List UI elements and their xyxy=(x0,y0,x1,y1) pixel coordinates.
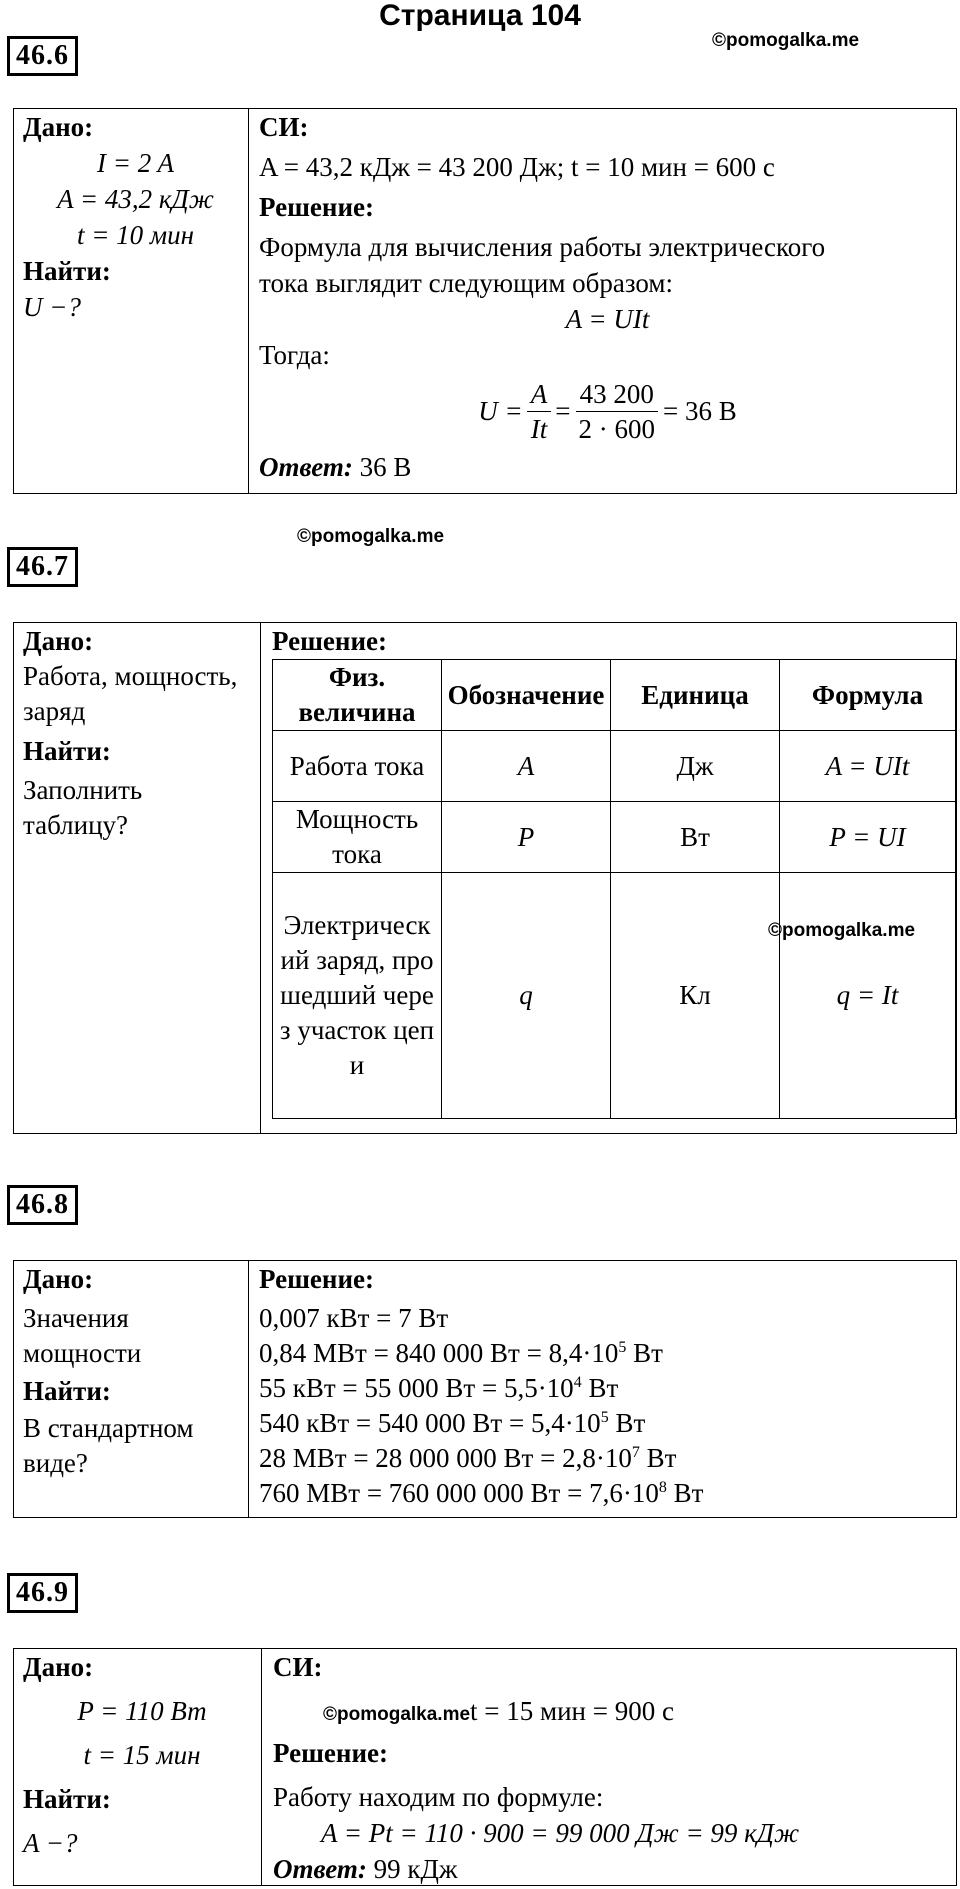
task-46-7 xyxy=(13,622,957,1134)
table-cell: P = UI xyxy=(780,802,956,873)
unit: Вт xyxy=(608,1408,646,1438)
answer-value: 99 кДж xyxy=(373,1854,458,1884)
exponent: 5 xyxy=(618,1339,627,1356)
unit: Вт xyxy=(639,1443,677,1473)
given-label: Дано: xyxy=(23,1652,94,1682)
solution-column xyxy=(262,1649,956,1885)
solution-text: Формула для вычисления работы электрического xyxy=(259,232,826,262)
fraction-numerator: A xyxy=(527,377,552,412)
given-column xyxy=(14,1261,249,1517)
solution-label: Решение: xyxy=(259,192,374,222)
task-number-46-6: 46.6 xyxy=(7,36,78,76)
si-label: СИ: xyxy=(259,112,309,142)
table-cell: Работа тока xyxy=(273,731,442,802)
si-conversion xyxy=(273,1693,956,1733)
table-cell xyxy=(768,873,956,1119)
table-cell: Вт xyxy=(611,802,780,873)
solution-label: Решение: xyxy=(259,1264,374,1294)
table-cell: A xyxy=(442,731,611,802)
answer-label: Ответ: xyxy=(273,1854,367,1884)
fraction-numeric xyxy=(574,377,659,446)
then-label: Тогда: xyxy=(259,340,330,370)
find-item: Заполнить таблицу? xyxy=(23,775,143,840)
table-cell: Электрический заряд, прошедший через участок цепи xyxy=(273,873,442,1119)
conversion-line xyxy=(259,1301,956,1336)
table-header: Единица xyxy=(611,660,780,731)
table-cell-text: q = It xyxy=(836,980,899,1010)
eq-mid: = xyxy=(555,396,571,426)
table-row xyxy=(273,802,956,873)
task-number-46-7: 46.7 xyxy=(7,547,78,587)
watermark: ©pomogalka.me xyxy=(323,1704,471,1725)
fraction-denominator: 2 · 600 xyxy=(578,413,655,444)
task-number-46-8: 46.8 xyxy=(7,1185,78,1225)
find-label: Найти: xyxy=(23,256,111,286)
table-row xyxy=(273,873,956,1119)
table-header-row xyxy=(273,660,956,731)
watermark: ©pomogalka.me xyxy=(768,920,916,941)
solution-label: Решение: xyxy=(272,626,387,656)
given-label: Дано: xyxy=(23,1264,94,1294)
conversion-text: 0,84 МВт = 840 000 Вт = 8,4·10 xyxy=(259,1338,619,1368)
given-item: A = 43,2 кДж xyxy=(57,184,214,214)
given-column xyxy=(14,1649,262,1885)
si-label: СИ: xyxy=(273,1652,323,1682)
unit: Вт xyxy=(666,1478,704,1508)
conversion-text: 55 кВт = 55 000 Вт = 5,5·10 xyxy=(259,1373,574,1403)
fraction-symbolic xyxy=(527,377,552,446)
find-item: A −? xyxy=(23,1828,78,1858)
task-46-9 xyxy=(13,1648,957,1886)
find-item: В стандартном виде? xyxy=(23,1413,194,1478)
given-item: I = 2 A xyxy=(97,148,174,178)
solution-column xyxy=(249,1261,956,1517)
si-conversion: A = 43,2 кДж = 43 200 Дж; t = 10 мин = 600 с xyxy=(259,152,775,182)
given-label: Дано: xyxy=(23,112,94,142)
conversion-line xyxy=(259,1476,956,1511)
find-item: U −? xyxy=(23,292,81,322)
unit: Вт xyxy=(581,1373,619,1403)
conversion-text: 28 МВт = 28 000 000 Вт = 2,8·10 xyxy=(259,1443,632,1473)
given-column xyxy=(14,623,261,1133)
conversion-text: 540 кВт = 540 000 Вт = 5,4·10 xyxy=(259,1408,601,1438)
formula: A = UIt xyxy=(565,304,650,334)
given-label: Дано: xyxy=(23,626,94,656)
table-header: Физ. величина xyxy=(273,660,442,731)
solution-text: Работу находим по формуле: xyxy=(273,1782,604,1812)
fraction-numerator: 43 200 xyxy=(576,377,658,412)
si-value: t = 15 мин = 900 с xyxy=(470,1696,674,1726)
conversion-text: 760 МВт = 760 000 000 Вт = 7,6·10 xyxy=(259,1478,659,1508)
solution-label: Решение: xyxy=(273,1738,388,1768)
given-item: P = 110 Вт xyxy=(77,1696,207,1726)
find-label: Найти: xyxy=(23,1784,111,1814)
given-item: Работа, мощность, заряд xyxy=(23,661,238,726)
find-label: Найти: xyxy=(23,1376,111,1406)
table-header: Обозначение xyxy=(442,660,611,731)
table-cell: Кл xyxy=(611,873,780,1119)
table-cell: Дж xyxy=(611,731,780,802)
table-header: Формула xyxy=(780,660,956,731)
conversion-line xyxy=(259,1441,956,1476)
given-item: t = 10 мин xyxy=(76,220,195,250)
task-46-8 xyxy=(13,1260,957,1518)
exponent: 5 xyxy=(600,1409,609,1426)
task-46-6 xyxy=(13,108,957,494)
answer-value: 36 В xyxy=(359,452,412,482)
exponent: 7 xyxy=(631,1444,640,1461)
exponent: 4 xyxy=(573,1374,582,1391)
watermark: ©pomogalka.me xyxy=(712,30,860,51)
conversion-text: 0,007 кВт = 7 Вт xyxy=(259,1303,449,1333)
table-cell: Мощность тока xyxy=(273,802,442,873)
eq-rhs: = 36 B xyxy=(662,396,737,426)
unit: Вт xyxy=(626,1338,663,1368)
table-cell: q xyxy=(442,873,611,1119)
conversion-line xyxy=(259,1336,956,1371)
conversion-line xyxy=(259,1406,956,1441)
solution-column xyxy=(261,623,956,1133)
task-number-46-9: 46.9 xyxy=(7,1573,78,1613)
table-row xyxy=(273,731,956,802)
fraction-denominator: It xyxy=(530,413,548,444)
solution-column xyxy=(249,109,956,493)
equation xyxy=(259,373,956,449)
answer xyxy=(273,1851,956,1887)
solution-text: тока выглядит следующим образом: xyxy=(259,268,673,298)
page-title: Страница 104 xyxy=(379,0,581,32)
given-item: t = 15 мин xyxy=(83,1740,201,1770)
given-item: Значения мощности xyxy=(23,1303,142,1368)
conversion-line xyxy=(259,1371,956,1406)
find-label: Найти: xyxy=(23,736,111,766)
watermark: ©pomogalka.me xyxy=(297,526,445,547)
quantities-table xyxy=(272,659,956,1119)
answer xyxy=(259,449,956,485)
table-cell: P xyxy=(442,802,611,873)
eq-lhs: U = xyxy=(478,396,523,426)
exponent: 8 xyxy=(658,1479,667,1496)
table-cell: A = UIt xyxy=(780,731,956,802)
given-column xyxy=(14,109,249,493)
answer-label: Ответ: xyxy=(259,452,353,482)
formula: A = Pt = 110 · 900 = 99 000 Дж = 99 кДж xyxy=(321,1818,800,1848)
